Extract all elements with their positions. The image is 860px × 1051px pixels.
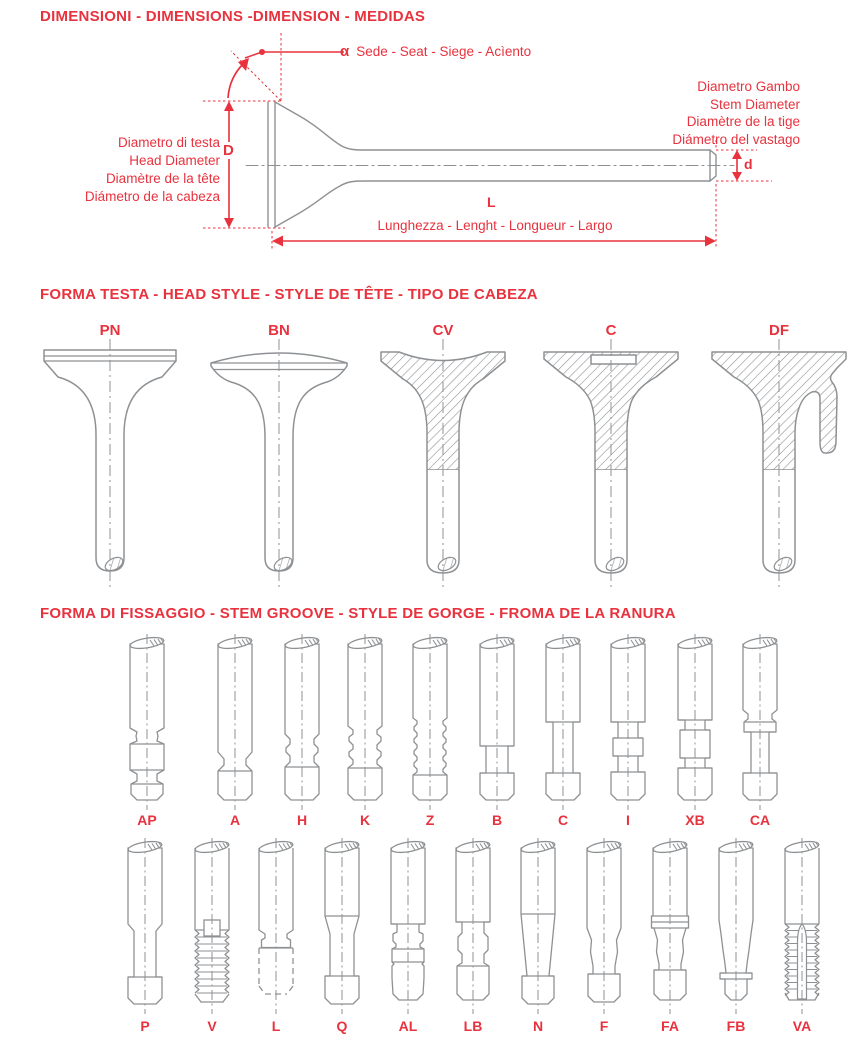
head-style-figure-C <box>544 339 678 587</box>
stem-groove-label-I: I <box>626 812 630 828</box>
stem-groove-figure-B <box>479 634 514 810</box>
stem-groove-row2-diagrams <box>0 836 860 1018</box>
stem-groove-label-F: F <box>599 1018 609 1034</box>
head-style-label-PN: PN <box>99 322 121 339</box>
length-symbol: L <box>487 194 496 210</box>
stem-diameter-line: Diametro Gambo <box>697 79 800 94</box>
stem-groove-figure-A <box>217 634 252 810</box>
stem-diameter-line: Stem Diameter <box>709 96 800 112</box>
stem-groove-figure-LB <box>455 838 490 1014</box>
head-diameter-label <box>85 134 220 206</box>
stem-groove-figure-FA <box>652 838 689 1014</box>
stem-groove-label-H: H <box>296 812 308 828</box>
head-style-label-DF: DF <box>769 322 789 339</box>
stem-groove-figure-FB <box>718 838 753 1014</box>
stem-groove-figure-H <box>284 634 319 810</box>
stem-groove-figure-Z <box>412 634 447 810</box>
stem-groove-label-C: C <box>557 812 569 828</box>
alpha-symbol: α <box>340 43 350 60</box>
stem-groove-label-L: L <box>271 1018 281 1034</box>
stem-groove-title: FORMA DI FISSAGGIO - STEM GROOVE - STYLE DE GORGE - FROMA DE LA RANURA <box>40 605 676 622</box>
stem-groove-label-LB: LB <box>463 1018 483 1034</box>
stem-groove-figure-I <box>610 634 645 810</box>
stem-groove-label-P: P <box>140 1018 150 1034</box>
stem-groove-figure-V <box>194 838 229 1014</box>
head-diameter-symbol: D <box>223 142 234 159</box>
stem-groove-label-FA: FA <box>661 1018 679 1034</box>
stem-groove-label-XB: XB <box>685 812 705 828</box>
stem-diameter-line: Diamètre de la tige <box>686 114 800 129</box>
head-diameter-line: Diámetro de la cabeza <box>84 189 220 204</box>
head-style-diagrams <box>0 335 860 600</box>
head-style-figure-CV <box>381 339 505 587</box>
dimensions-title: DIMENSIONI - DIMENSIONS -DIMENSION - MEDIDAS <box>40 8 426 25</box>
stem-groove-label-A: A <box>229 812 241 828</box>
seat-label-text: Sede - Seat - Siege - Acìento <box>356 44 532 59</box>
angle-arc-arrow <box>228 64 243 98</box>
stem-groove-figure-L <box>258 838 293 1014</box>
stem-groove-label-K: K <box>359 812 371 828</box>
head-style-figure-BN <box>211 339 347 587</box>
stem-groove-figure-CA <box>742 634 777 810</box>
stem-groove-label-FB: FB <box>726 1018 746 1034</box>
stem-groove-figure-VA <box>784 838 819 1014</box>
stem-groove-label-VA: VA <box>792 1018 812 1034</box>
seat-angle-label <box>340 43 531 61</box>
head-style-label-BN: BN <box>268 322 290 339</box>
stem-groove-label-B: B <box>491 812 503 828</box>
stem-groove-figure-AL <box>390 838 425 1014</box>
stem-diameter-line: Diámetro del vastago <box>672 131 800 147</box>
stem-groove-figure-P <box>127 838 162 1014</box>
stem-diameter-label <box>672 78 800 148</box>
stem-groove-row1-diagrams <box>0 632 860 814</box>
stem-groove-figure-AP <box>129 634 164 810</box>
stem-groove-label-N: N <box>532 1018 544 1034</box>
head-diameter-line: Diamètre de la tête <box>105 171 220 186</box>
head-style-label-CV: CV <box>432 322 454 339</box>
stem-groove-label-Q: Q <box>336 1018 348 1034</box>
head-diameter-line: Diametro di testa <box>117 135 220 150</box>
stem-groove-figure-C <box>545 634 580 810</box>
head-style-label-C: C <box>605 322 617 339</box>
stem-groove-figure-Q <box>324 838 359 1014</box>
head-style-figure-DF <box>712 339 846 587</box>
head-style-title: FORMA TESTA - HEAD STYLE - STYLE DE TÊTE - TIPO DE CABEZA <box>40 286 538 303</box>
stem-groove-figure-N <box>520 838 555 1014</box>
stem-groove-label-V: V <box>207 1018 217 1034</box>
stem-groove-figure-XB <box>677 634 712 810</box>
stem-groove-figure-F <box>586 838 621 1014</box>
head-style-figure-PN <box>44 339 176 587</box>
stem-groove-label-AP: AP <box>137 812 157 828</box>
stem-groove-label-CA: CA <box>749 812 771 828</box>
stem-groove-label-Z: Z <box>425 812 435 828</box>
stem-groove-label-AL: AL <box>398 1018 418 1034</box>
stem-groove-figure-K <box>347 634 382 810</box>
stem-diameter-symbol: d <box>744 156 753 172</box>
length-label: Lunghezza - Lenght - Longueur - Largo <box>377 218 613 233</box>
head-diameter-line: Head Diameter <box>129 153 220 168</box>
